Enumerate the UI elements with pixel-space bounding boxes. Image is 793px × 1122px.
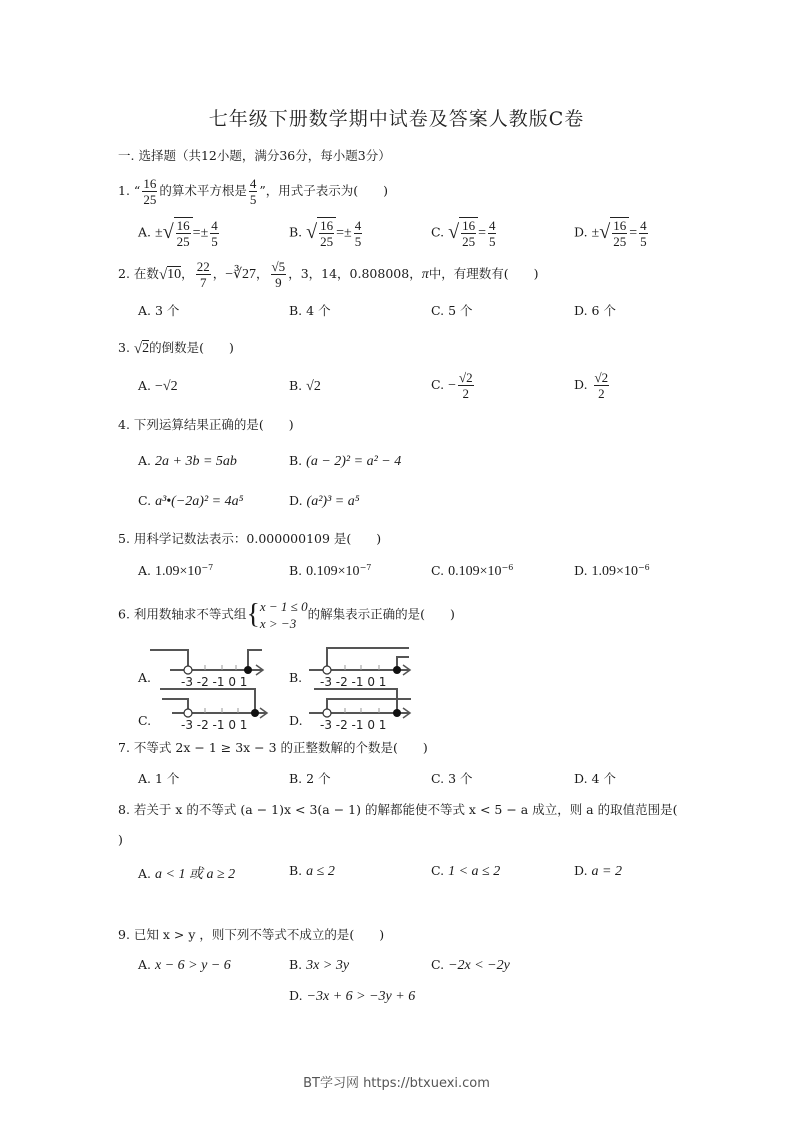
mantissa: 1.09×10: [155, 564, 202, 580]
footer-watermark: BT学习网 https://btxuexi.com: [303, 1076, 490, 1091]
option-text: 1 < a ≤ 2: [448, 864, 501, 879]
minus-sign: −: [448, 378, 456, 393]
option-label: D.: [289, 988, 303, 1003]
option-label: A.: [138, 771, 152, 786]
question-4: [118, 415, 294, 433]
q9-option-c[interactable]: [431, 957, 510, 974]
option-text: −√2: [155, 379, 178, 394]
question-number: 6.: [118, 606, 130, 622]
q2-option-a[interactable]: [138, 301, 179, 319]
fraction: [142, 176, 157, 207]
q6-option-b-numberline[interactable]: [309, 644, 424, 688]
option-text: (a − 2)² = a² − 4: [306, 454, 402, 469]
mantissa: 0.109×10: [448, 564, 502, 580]
option-label: A.: [138, 224, 152, 240]
denominator: 25: [320, 234, 334, 249]
option-label: C.: [431, 771, 445, 786]
option-label: A.: [138, 453, 152, 468]
sqrt: √ $\frac{16}{25}$: [163, 217, 193, 249]
q4-option-d[interactable]: [289, 493, 360, 510]
question-number: 4.: [118, 417, 130, 432]
q3-option-a[interactable]: [138, 378, 178, 395]
option-text: a < 1 或 a ≥ 2: [155, 867, 236, 882]
svg-text:-3 -2 -1 0 1: -3 -2 -1 0 1: [181, 718, 248, 731]
q6-option-a-label[interactable]: A.: [138, 670, 152, 685]
q5-option-c[interactable]: [431, 563, 513, 580]
option-text: 4 个: [306, 303, 331, 318]
option-label: A.: [138, 957, 152, 972]
numerator: 4: [211, 217, 218, 233]
option-label: B.: [289, 957, 303, 972]
numerator: 16: [462, 218, 476, 233]
numerator: 4: [640, 217, 647, 233]
radicand: 10: [167, 267, 182, 282]
q6-option-d-numberline[interactable]: [309, 685, 424, 731]
fraction: [249, 176, 258, 207]
sqrt: √ $\frac{16}{25}$: [306, 217, 336, 249]
plus-minus: ±: [591, 225, 600, 241]
exponent: −6: [637, 563, 650, 572]
denominator: 9: [275, 275, 282, 290]
mantissa: 0.109×10: [306, 564, 360, 580]
option-label: C.: [431, 224, 445, 240]
q8-option-a[interactable]: [138, 863, 235, 883]
question-6: [118, 598, 455, 632]
option-text: −2x < −2y: [448, 958, 510, 973]
q7-option-c[interactable]: [431, 769, 473, 787]
denominator: 7: [199, 275, 207, 290]
pi-symbol: π: [421, 267, 429, 282]
cube-root: −∛27: [225, 267, 257, 282]
option-text: a ≤ 2: [306, 864, 335, 879]
option-label: C.: [431, 563, 445, 579]
q6-option-d-label[interactable]: D.: [289, 713, 303, 728]
option-label: B.: [289, 224, 303, 240]
numerator: 16: [613, 218, 627, 233]
stem-text: 的解集表示正确的是( ): [307, 606, 455, 622]
option-text: a³•(−2a)² = 4a⁵: [155, 494, 244, 509]
stem-text: 中，有理数有( ): [428, 266, 539, 281]
inequality: x > −3: [259, 616, 297, 631]
numerator: 16: [320, 218, 334, 233]
brace-icon: {: [246, 599, 260, 630]
stem-text: ”，用式子表示为( ): [259, 183, 388, 198]
option-label: C.: [431, 303, 445, 318]
denominator: 25: [176, 234, 190, 249]
denominator: 5: [211, 233, 218, 249]
option-label: D.: [574, 224, 588, 240]
q3-option-d[interactable]: [574, 370, 611, 401]
option-label: D.: [574, 563, 588, 579]
option-label: B.: [289, 771, 303, 786]
numerator: 4: [354, 217, 362, 233]
option-text: 4 个: [591, 771, 616, 786]
q3-option-b[interactable]: [289, 378, 321, 395]
page-title: 七年级下册数学期中试卷及答案人教版C卷: [208, 108, 585, 130]
option-label: C.: [431, 377, 445, 392]
denominator: 25: [143, 192, 157, 207]
option-label: A.: [138, 563, 152, 579]
q6-option-c-label[interactable]: C.: [138, 713, 152, 728]
q7-option-b[interactable]: [289, 769, 331, 787]
denominator: 5: [354, 233, 362, 249]
option-text: 3 个: [155, 303, 180, 318]
option-text: (a²)³ = a⁵: [306, 494, 360, 509]
svg-text:-3 -2 -1 0 1: -3 -2 -1 0 1: [181, 675, 248, 688]
option-label: B.: [289, 863, 303, 878]
denominator: 5: [488, 233, 496, 249]
equals: =±: [336, 225, 352, 241]
option-label: C.: [138, 493, 152, 508]
question-number: 7.: [118, 740, 130, 755]
q2-option-c[interactable]: [431, 301, 473, 319]
option-text: 2a + 3b = 5ab: [155, 454, 237, 469]
q8-option-d[interactable]: [574, 863, 622, 880]
option-text: 3 个: [448, 771, 473, 786]
option-text: 3x > 3y: [306, 958, 350, 973]
q5-option-a[interactable]: [138, 563, 213, 580]
q9-option-b[interactable]: [289, 957, 349, 974]
stem-text: 下列运算结果正确的是( ): [133, 417, 294, 432]
option-text: 6 个: [591, 303, 616, 318]
stem-text: 的倒数是( ): [149, 340, 234, 355]
denominator: 2: [598, 386, 605, 401]
numerator: 22: [196, 259, 210, 274]
question-8: [118, 800, 677, 818]
question-number: 1.: [118, 183, 130, 198]
stem-text: ，3，14，0.808008，: [288, 266, 422, 281]
denominator: 5: [640, 233, 647, 249]
denominator: 2: [462, 386, 470, 401]
sqrt: √ 2: [133, 340, 150, 357]
q2-option-b[interactable]: [289, 301, 331, 319]
option-text: 5 个: [448, 303, 473, 318]
exponent: −7: [359, 563, 372, 572]
q4-option-a[interactable]: [138, 453, 237, 470]
stem-text: 已知 x > y ，则下列不等式不成立的是( ): [133, 927, 385, 942]
q4-option-b[interactable]: [289, 453, 401, 470]
option-label: C.: [431, 863, 445, 878]
section-header: 一. 选择题（共12小题，满分36分，每小题3分）: [118, 148, 391, 163]
q2-option-d[interactable]: [574, 301, 616, 319]
q9-option-a[interactable]: [138, 957, 231, 974]
option-text: −3x + 6 > −3y + 6: [306, 989, 416, 1004]
question-5: [118, 529, 381, 547]
q3-option-c[interactable]: [431, 370, 476, 401]
option-label: C.: [431, 957, 445, 972]
question-2: 2. 在数 √ 10 ， $\frac{22}{7}$ ，−∛27， $\frac{√5}{9}$ ，3，14，0.808008，π中，有理数有( ): [118, 259, 539, 290]
stem-text: 用科学记数法表示：0.000000109 是( ): [133, 531, 382, 546]
inequality-system: [260, 598, 308, 632]
stem-text: 利用数轴求不等式组: [133, 606, 247, 622]
exponent: −6: [501, 563, 514, 572]
svg-text:-3 -2 -1 0 1: -3 -2 -1 0 1: [320, 675, 387, 688]
denominator: 25: [462, 234, 476, 249]
option-label: A.: [138, 866, 152, 881]
q8-option-c[interactable]: [431, 863, 500, 880]
stem-text: 不等式 2x − 1 ≥ 3x − 3 的正整数解的个数是( ): [133, 740, 428, 755]
plus-minus: ±: [155, 225, 163, 241]
option-label: B.: [289, 303, 303, 318]
question-number: 9.: [118, 927, 130, 942]
sqrt: √ 10: [158, 266, 182, 283]
option-label: D.: [574, 863, 588, 878]
inequality: x − 1 ≤ 0: [259, 599, 308, 614]
option-text: 1 个: [155, 771, 180, 786]
denominator: 25: [613, 234, 627, 249]
question-9: [118, 925, 384, 943]
quote-open: “: [133, 183, 141, 198]
option-label: D.: [574, 771, 588, 786]
q8-option-b[interactable]: [289, 863, 335, 880]
q6-option-b-label[interactable]: B.: [289, 670, 303, 685]
q5-option-b[interactable]: [289, 563, 371, 580]
option-label: B.: [289, 378, 303, 393]
sqrt: √ $\frac{16}{25}$: [448, 217, 478, 249]
stem-text: 在数: [133, 266, 159, 281]
option-text: 2 个: [306, 771, 331, 786]
equals: =: [629, 225, 638, 241]
q1-option-c[interactable]: [431, 217, 498, 249]
question-3: [118, 338, 234, 358]
question-number: 8.: [118, 802, 130, 817]
option-label: A.: [138, 303, 152, 318]
denominator: 5: [249, 192, 257, 207]
sqrt: √ $\frac{16}{25}$: [599, 217, 629, 249]
question-number: 5.: [118, 531, 130, 546]
q6-option-c-numberline[interactable]: [160, 685, 275, 731]
question-number: 2.: [118, 266, 130, 281]
q7-option-d[interactable]: [574, 769, 616, 787]
q1-option-b[interactable]: [289, 217, 364, 249]
numerator: 4: [249, 176, 257, 191]
numerator: √2: [594, 370, 609, 385]
q7-option-a[interactable]: [138, 769, 179, 787]
option-text: √2: [306, 379, 321, 394]
radicand: 2: [142, 341, 150, 356]
numerator: √5: [271, 259, 286, 274]
option-label: D.: [289, 493, 303, 508]
question-1: [118, 176, 388, 207]
numerator: √2: [458, 370, 473, 385]
q9-option-d[interactable]: [289, 988, 415, 1005]
stem-text: 若关于 x 的不等式 (a − 1)x < 3(a − 1) 的解都能使不等式 x < 5 − a 成立，则 a 的取值范围是(: [133, 802, 678, 817]
q1-option-a[interactable]: [138, 217, 221, 249]
question-number: 3.: [118, 340, 130, 355]
question-7: [118, 738, 428, 756]
option-label: B.: [289, 453, 303, 468]
option-label: D.: [574, 377, 588, 392]
option-label: B.: [289, 563, 303, 579]
equals: =±: [192, 225, 209, 241]
q5-option-d[interactable]: [574, 563, 650, 580]
numerator: 16: [176, 218, 190, 233]
exponent: −7: [201, 563, 214, 572]
q4-option-c[interactable]: [138, 493, 243, 510]
equals: =: [478, 225, 486, 241]
mantissa: 1.09×10: [591, 564, 638, 580]
q6-option-a-numberline[interactable]: [150, 644, 275, 688]
option-text: x − 6 > y − 6: [155, 958, 231, 973]
option-text: a = 2: [591, 864, 622, 879]
svg-text:-3 -2 -1 0 1: -3 -2 -1 0 1: [320, 718, 387, 731]
option-label: D.: [574, 303, 588, 318]
option-label: A.: [138, 378, 152, 393]
numerator: 4: [488, 217, 496, 233]
question-8-close: ): [118, 832, 123, 847]
numerator: 16: [143, 176, 157, 191]
q1-option-d[interactable]: [574, 217, 650, 249]
stem-text: 的算术平方根是: [159, 183, 247, 198]
